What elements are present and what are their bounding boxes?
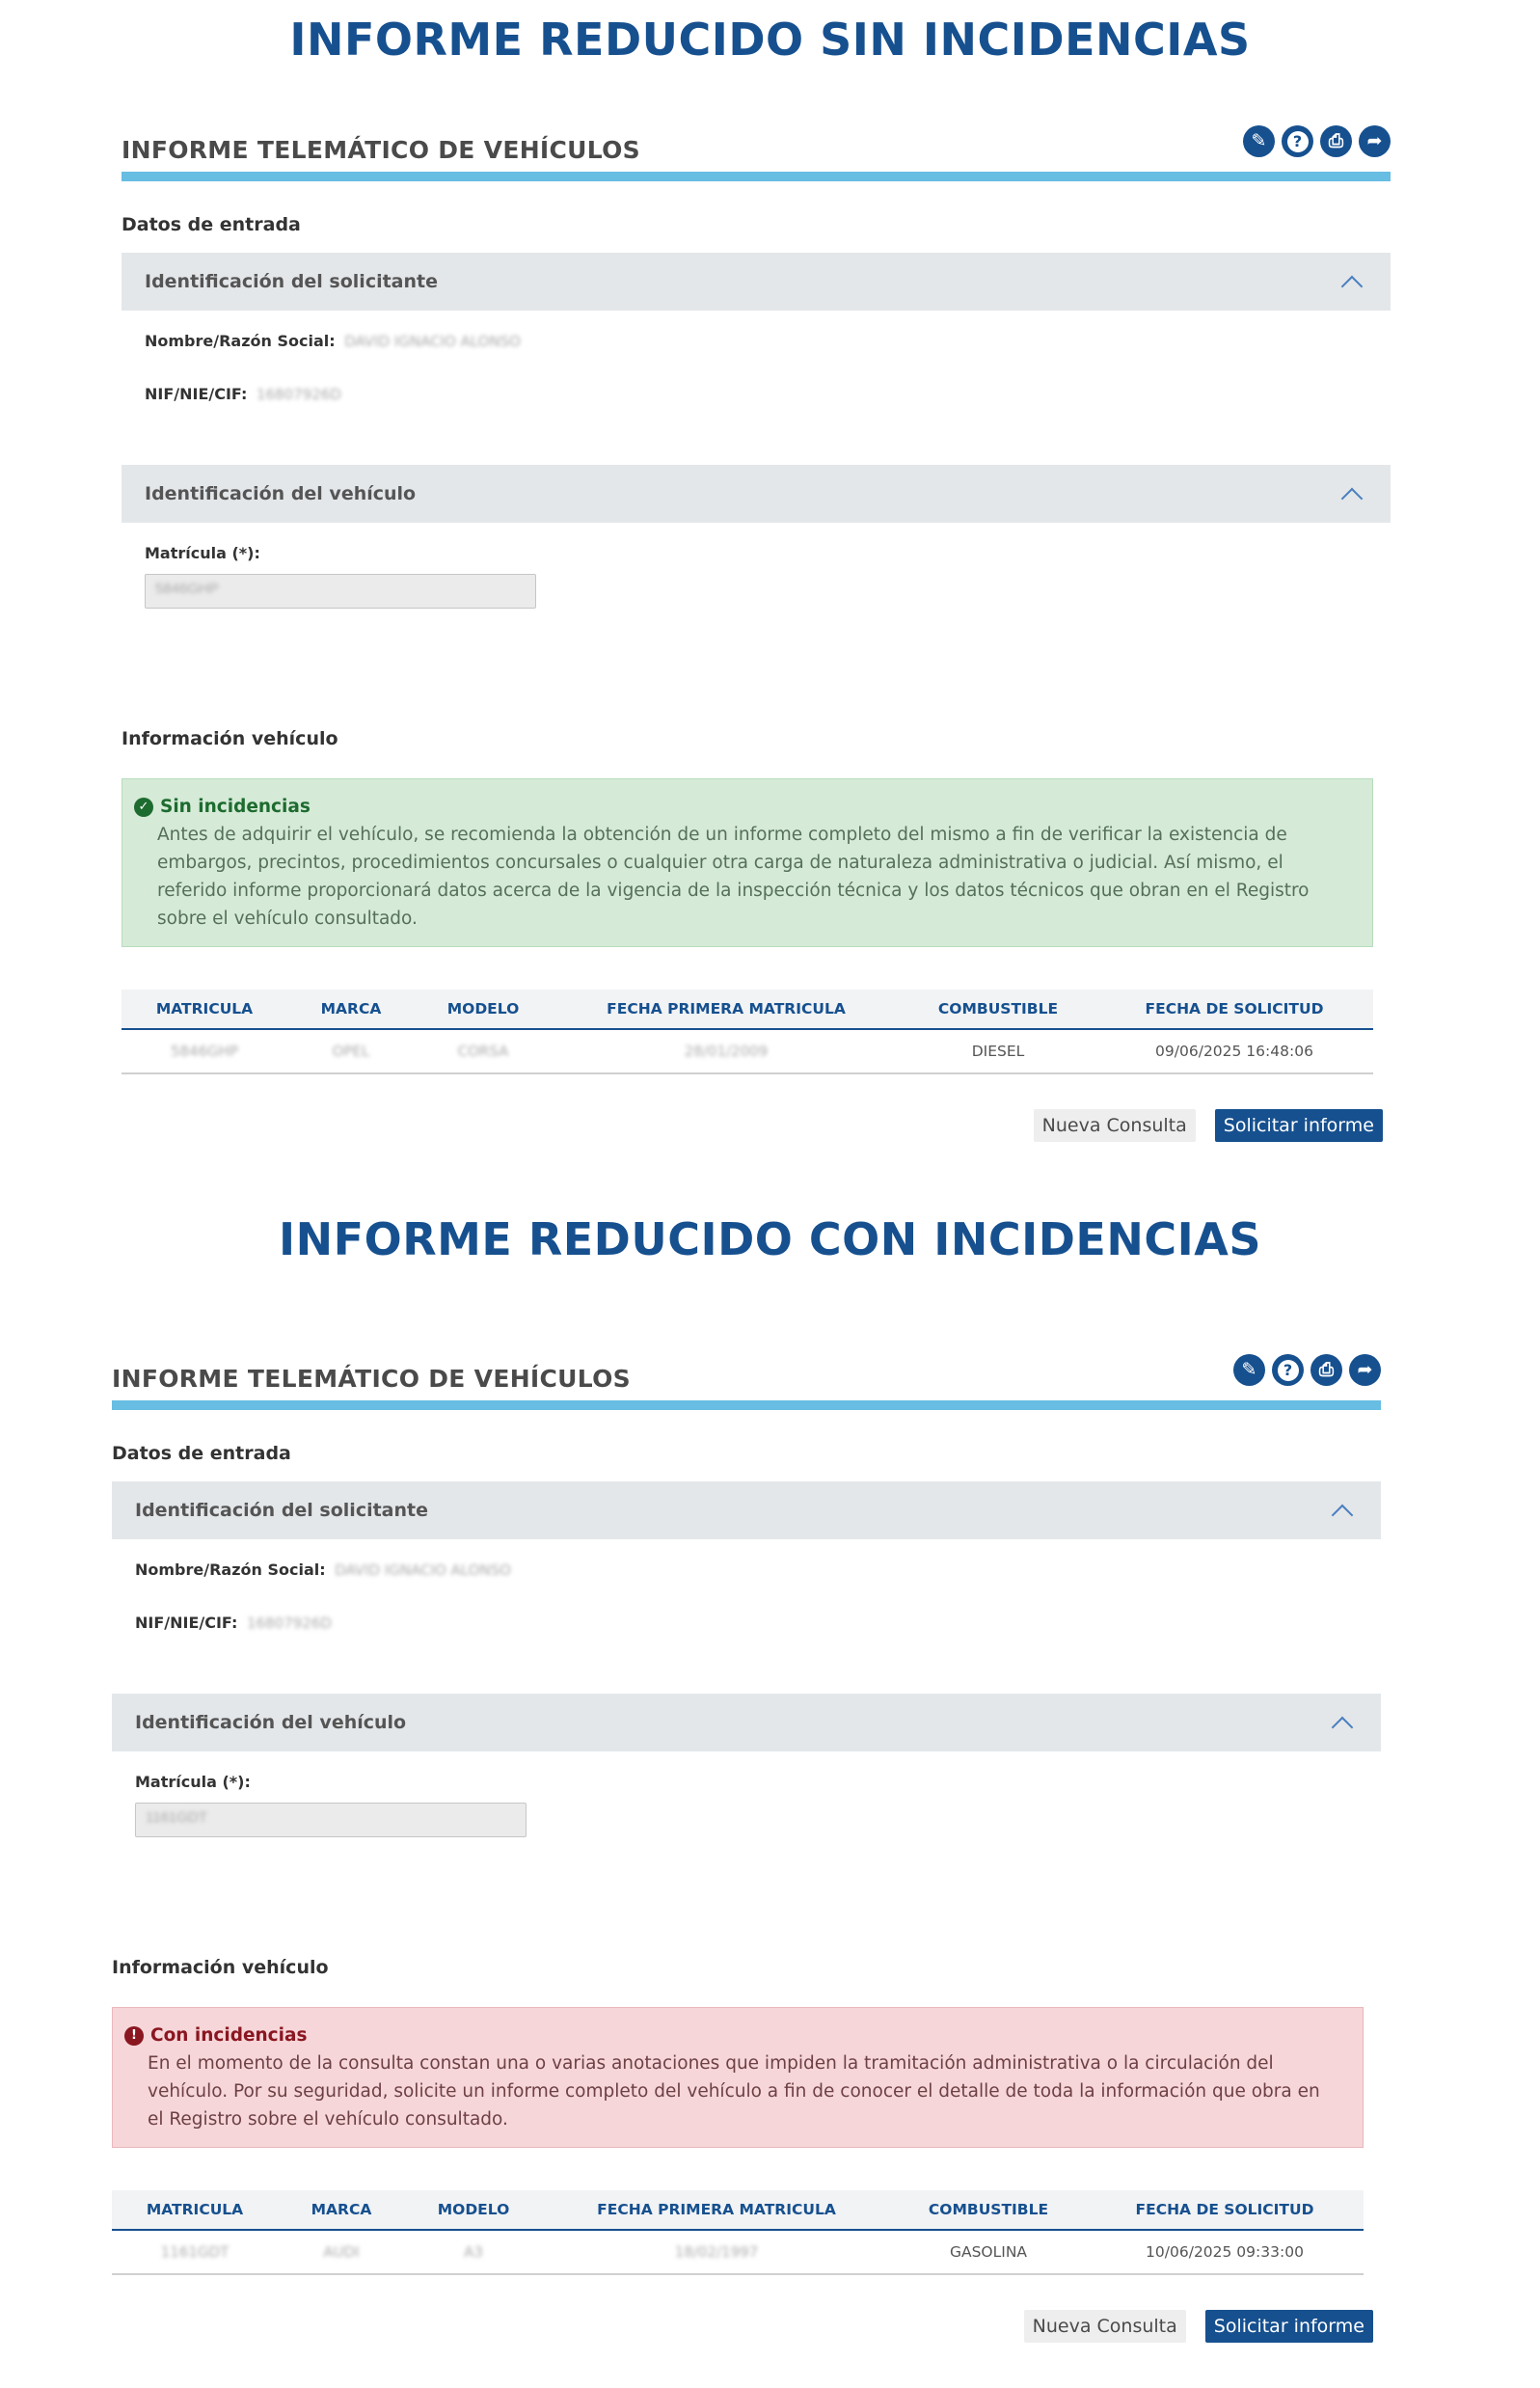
chevron-up-icon[interactable] (1332, 1505, 1354, 1527)
col-fecha-solicitud: FECHA DE SOLICITUD (1095, 990, 1373, 1029)
nif-field (145, 385, 1391, 403)
header-toolbar (1233, 1354, 1381, 1386)
solicitante-panel-title: Identificación del solicitante (135, 1500, 428, 1521)
nif-value: 16807926D (256, 386, 341, 403)
nueva-consulta-button[interactable]: Nueva Consulta (1024, 2310, 1186, 2343)
vehiculo-panel-header[interactable] (112, 1694, 1381, 1751)
cell-combustible: GASOLINA (891, 2230, 1086, 2274)
chevron-up-icon[interactable] (1341, 488, 1364, 510)
check-circle-icon: ✓ (134, 798, 153, 817)
matricula-value: 5846GHP (155, 581, 219, 597)
table-row (112, 2230, 1364, 2274)
chevron-up-icon[interactable] (1332, 1717, 1354, 1739)
alert-title (134, 793, 1347, 821)
solicitar-informe-button[interactable]: Solicitar informe (1205, 2310, 1373, 2343)
action-buttons (112, 2310, 1373, 2343)
nombre-field (135, 1560, 1381, 1579)
alert-con-incidencias (112, 2007, 1364, 2148)
solicitar-informe-button[interactable]: Solicitar informe (1215, 1109, 1383, 1142)
table-header-row (112, 2190, 1364, 2230)
alert-body: En el momento de la consulta constan una o varias anotaciones que impiden la tramitación administrativa o la circulación del vehículo. Por su seguridad, solicite un informe completo del vehículo a fin de conocer el detalle de toda la información que obra en el Registro sobre el vehículo consultado. (148, 2053, 1320, 2130)
header-toolbar (1243, 125, 1391, 157)
cell-fecha-primera: 18/02/1997 (674, 2243, 759, 2261)
matricula-label: Matrícula (*): (145, 544, 260, 562)
col-matricula: MATRICULA (122, 990, 287, 1029)
solicitante-panel-header[interactable] (112, 1481, 1381, 1539)
alert-title-text: Con incidencias (150, 2025, 308, 2046)
matricula-input[interactable] (135, 1803, 527, 1837)
report-block-con-incidencias (112, 1343, 1381, 2343)
results-table-wrap (122, 990, 1373, 1074)
nombre-label: Nombre/Razón Social: (145, 332, 336, 350)
page-title: INFORME TELEMÁTICO DE VEHÍCULOS (112, 1365, 631, 1393)
matricula-label: Matrícula (*): (135, 1773, 251, 1791)
cell-modelo: A3 (464, 2243, 483, 2261)
nueva-consulta-button[interactable]: Nueva Consulta (1034, 1109, 1196, 1142)
cell-fecha-primera: 28/01/2009 (684, 1043, 769, 1060)
col-fecha-primera: FECHA PRIMERA MATRICULA (552, 990, 901, 1029)
share-icon[interactable]: ➦ (1359, 125, 1391, 157)
share-icon[interactable]: ➦ (1349, 1354, 1381, 1386)
nif-field (135, 1614, 1381, 1632)
col-marca: MARCA (278, 2190, 405, 2230)
vehiculo-panel-title: Identificación del vehículo (145, 483, 417, 504)
col-modelo: MODELO (415, 990, 552, 1029)
cell-fecha-solicitud: 10/06/2025 09:33:00 (1086, 2230, 1364, 2274)
results-table (122, 990, 1373, 1074)
nombre-value: DAVID IGNACIO ALONSO (335, 1561, 511, 1579)
datos-entrada-heading: Datos de entrada (112, 1443, 291, 1464)
page-header (122, 114, 1391, 181)
banner-title-sin-incidencias: INFORME REDUCIDO SIN INCIDENCIAS (289, 14, 1251, 66)
nombre-label: Nombre/Razón Social: (135, 1560, 326, 1579)
help-icon[interactable]: ? (1282, 125, 1313, 157)
report-block-sin-incidencias (122, 114, 1391, 1142)
cell-combustible: DIESEL (901, 1029, 1095, 1073)
header-accent-bar (122, 172, 1391, 181)
banner-title-con-incidencias: INFORME REDUCIDO CON INCIDENCIAS (279, 1213, 1261, 1265)
matricula-input[interactable] (145, 574, 536, 609)
col-fecha-primera: FECHA PRIMERA MATRICULA (542, 2190, 891, 2230)
results-table-wrap (112, 2190, 1364, 2275)
cell-modelo: CORSA (457, 1043, 509, 1060)
nombre-field (145, 332, 1391, 350)
col-matricula: MATRICULA (112, 2190, 278, 2230)
page-header (112, 1343, 1381, 1410)
col-modelo: MODELO (405, 2190, 542, 2230)
action-buttons (122, 1109, 1383, 1142)
solicitante-panel-title: Identificación del solicitante (145, 271, 438, 292)
cell-matricula: 5846GHP (170, 1043, 239, 1060)
wand-icon[interactable]: ✎ (1243, 125, 1275, 157)
vehiculo-panel-title: Identificación del vehículo (135, 1712, 407, 1733)
chevron-up-icon[interactable] (1341, 276, 1364, 298)
matricula-value: 1161GDT (146, 1809, 207, 1826)
alert-title (124, 2022, 1337, 2049)
nif-value: 16807926D (246, 1615, 332, 1632)
nif-label: NIF/NIE/CIF: (135, 1614, 238, 1632)
col-combustible: COMBUSTIBLE (891, 2190, 1086, 2230)
header-accent-bar (112, 1400, 1381, 1410)
col-marca: MARCA (287, 990, 415, 1029)
col-fecha-solicitud: FECHA DE SOLICITUD (1086, 2190, 1364, 2230)
datos-entrada-heading: Datos de entrada (122, 214, 301, 235)
cell-marca: OPEL (332, 1043, 370, 1060)
col-combustible: COMBUSTIBLE (901, 990, 1095, 1029)
cell-matricula: 1161GDT (160, 2243, 230, 2261)
page-title: INFORME TELEMÁTICO DE VEHÍCULOS (122, 136, 640, 164)
nombre-value: DAVID IGNACIO ALONSO (344, 333, 521, 350)
table-row (122, 1029, 1373, 1073)
exclamation-circle-icon: ! (124, 2026, 144, 2046)
wand-icon[interactable]: ✎ (1233, 1354, 1265, 1386)
print-icon[interactable]: ⎙ (1310, 1354, 1342, 1386)
cell-fecha-solicitud: 09/06/2025 16:48:06 (1095, 1029, 1373, 1073)
alert-body: Antes de adquirir el vehículo, se recomienda la obtención de un informe completo del mismo a fin de verificar la existencia de embargos, precintos, procedimientos concursales o cualquier otra carga de naturaleza administrativa o judicial. Así mismo, el referido informe proporcionará datos acerca de la vigencia de la inspección técnica y los datos técnicos que obran en el Registro sobre el vehículo consultado. (157, 825, 1310, 929)
print-icon[interactable]: ⎙ (1320, 125, 1352, 157)
help-icon[interactable]: ? (1272, 1354, 1304, 1386)
vehiculo-panel-header[interactable] (122, 465, 1391, 523)
solicitante-panel-header[interactable] (122, 253, 1391, 311)
results-table (112, 2190, 1364, 2275)
alert-title-text: Sin incidencias (160, 797, 311, 817)
info-vehiculo-heading: Información vehículo (112, 1957, 329, 1978)
alert-sin-incidencias (122, 778, 1373, 947)
info-vehiculo-heading: Información vehículo (122, 728, 338, 749)
nif-label: NIF/NIE/CIF: (145, 385, 248, 403)
table-header-row (122, 990, 1373, 1029)
cell-marca: AUDI (323, 2243, 360, 2261)
